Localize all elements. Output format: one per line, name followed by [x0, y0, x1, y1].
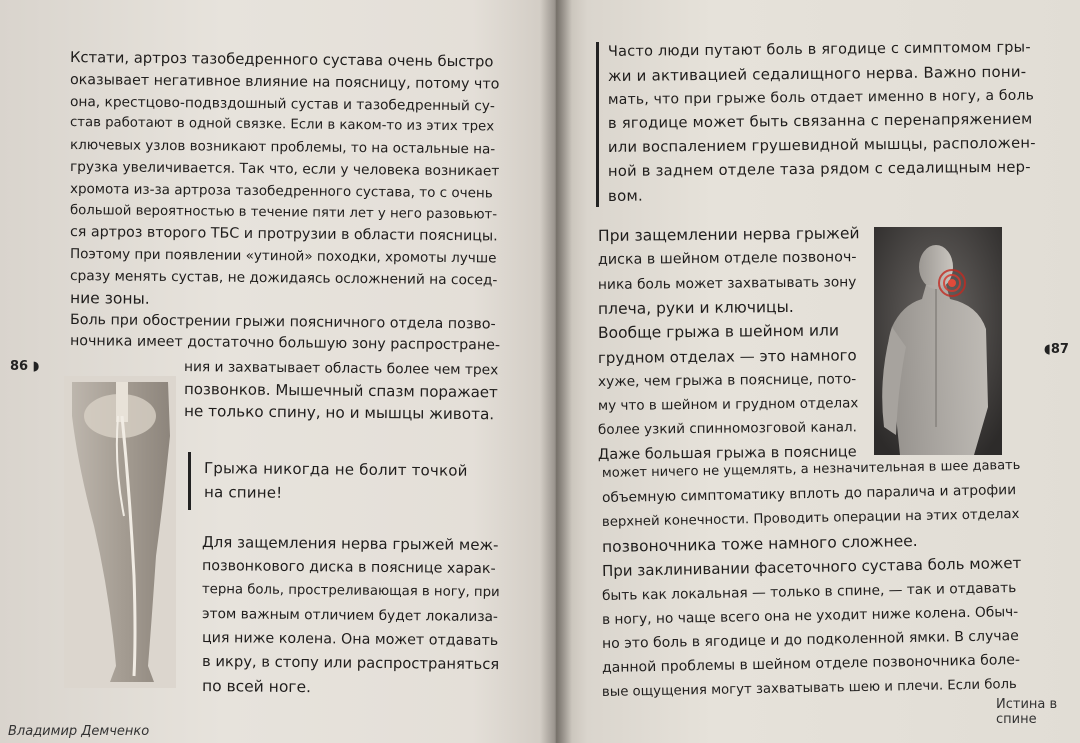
left-page-number: 86 ◗ — [10, 359, 40, 374]
text-line: но это боль в ягодице и до подколенной ямки. В случае — [601, 628, 1019, 653]
text-line: вые ощущения могут захватывать шею и плечи. Если боль — [601, 676, 1017, 700]
text-line: терна боль, простреливающая в ногу, при — [201, 582, 500, 601]
text-line: не только спину, но и мышцы живота. — [183, 402, 495, 424]
text-line: Кстати, артроз тазобедренного сустава очень быстро — [69, 49, 494, 71]
spine-leg-illustration — [64, 376, 176, 688]
text-line: может ничего не ущемлять, а незначительная в шее давать — [601, 457, 1021, 481]
right-callout-bar — [596, 42, 599, 207]
text-line: му что в шейном и грудном отделах — [597, 395, 859, 415]
text-line: плеча, руки и ключицы. — [597, 297, 794, 318]
text-line: хромота из-за артроза тазобедренного сустава, то с очень — [69, 180, 493, 202]
page-marker-icon: ◗ — [32, 359, 40, 374]
text-line: этом важным отличием будет локализа- — [201, 606, 499, 626]
text-line: по всей ноге. — [201, 677, 312, 697]
neck-pain-illustration — [874, 227, 1002, 455]
text-line: грудном отделах — это намного — [597, 345, 857, 367]
text-line: ния и захватывает область более чем трех — [183, 359, 499, 379]
text-line: Боль при обострении грыжи поясничного отдела позво- — [69, 311, 496, 333]
text-line: жи и активацией седалищного нерва. Важно пони- — [607, 62, 1027, 85]
text-line: позвоночника тоже намного сложнее. — [601, 531, 918, 556]
text-line: на спине! — [203, 483, 283, 502]
text-line: большой вероятностью в течение пяти лет у него разовьют- — [69, 202, 498, 223]
text-line: позвонков. Мышечный спазм поражает — [183, 380, 498, 402]
text-line: ника боль может захватывать зону — [597, 273, 857, 293]
left-callout-bar — [188, 452, 191, 510]
text-line: диска в шейном отделе позвоноч- — [597, 249, 857, 269]
text-line: она, крестцово-подвздошный сустав и тазобедренный су- — [69, 93, 495, 115]
text-line: в ягодице может быть связанна с перенапряжением — [607, 110, 1033, 132]
text-line: ция ниже колена. Она может отдавать — [201, 630, 499, 650]
text-line: хуже, чем грыжа в пояснице, пото- — [597, 371, 857, 390]
text-line: сразу менять сустав, не дожидаясь осложнений на сосед- — [69, 268, 498, 289]
text-line: При защемлении нерва грыжей — [597, 224, 860, 245]
text-line: быть как локальная — только в спине, — так и отдавать — [601, 579, 1017, 604]
right-page-number: ◖87 — [1044, 342, 1069, 357]
text-line: грузка увеличивается. Так что, если у человека возникает — [69, 159, 500, 180]
text-line: позвонкового диска в пояснице харак- — [201, 558, 496, 578]
text-line: ключевых узлов возникают проблемы, то на остальные на- — [69, 137, 496, 158]
text-line: данной проблемы в шейном отделе позвоночника боле- — [601, 652, 1021, 677]
text-line: или воспалением грушевидной мышцы, расположен- — [607, 134, 1036, 156]
text-line: вом. — [607, 186, 643, 205]
text-line: оказывает негативное влияние на поясницу, потому что — [69, 71, 500, 93]
text-line: более узкий спинномозговой канал. — [597, 419, 857, 439]
text-line: ся артроз второго ТБС и протрузии в области поясницы. — [69, 224, 498, 245]
text-line: ной в заднем отделе таза рядом с седалищным нер- — [607, 158, 1031, 180]
running-title: Истина в спине — [996, 697, 1058, 727]
text-line: Поэтому при появлении «утиной» походки, хромоты лучше — [69, 246, 497, 267]
text-line: в икру, в стопу или распространяться — [201, 653, 500, 674]
text-line: Даже большая грыжа в пояснице — [597, 443, 857, 463]
text-line: ночника имеет достаточно большую зону распростране- — [69, 333, 501, 354]
text-line: Часто люди путают боль в ягодице с симптомом гры- — [607, 39, 1031, 60]
author-footer: Владимир Демченко — [8, 724, 150, 739]
text-line: Вообще грыжа в шейном или — [597, 321, 840, 343]
text-line: Для защемления нерва грыжей меж- — [201, 533, 499, 555]
text-line: в ногу, но чаще всего она не уходит ниже колена. Обыч- — [601, 603, 1019, 628]
text-line: мать, что при грыже боль отдает именно в ногу, а боль — [607, 87, 1035, 108]
text-line: ние зоны. — [69, 288, 150, 308]
book-gutter — [540, 0, 572, 743]
text-line: Грыжа никогда не болит точкой — [203, 459, 468, 480]
text-line: При заклинивании фасеточного сустава боль может — [601, 554, 1022, 581]
page-marker-icon: ◖ — [1044, 342, 1051, 357]
right-page — [556, 0, 1080, 743]
text-line: объемную симптоматику вплоть до паралича и атрофии — [601, 482, 1017, 507]
text-line: верхней конечности. Проводить операции на этих отделах — [601, 506, 1020, 530]
text-line: став работают в одной связке. Если в каком-то из этих трех — [69, 115, 495, 135]
